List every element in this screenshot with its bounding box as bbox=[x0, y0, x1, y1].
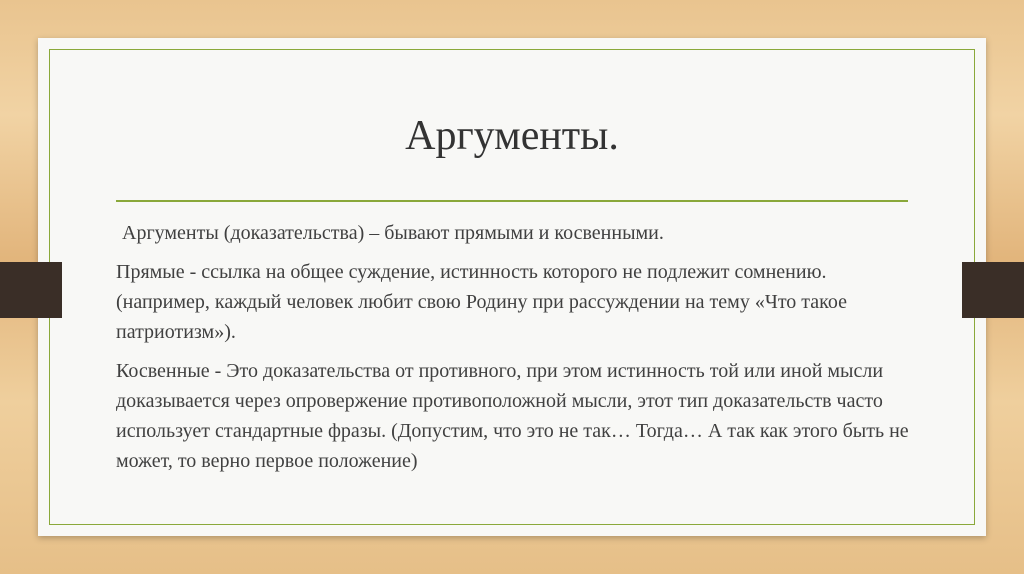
paragraph-intro: Аргументы (доказательства) – бывают прямыми и косвенными. bbox=[122, 222, 664, 244]
paragraph-indirect: Косвенные - Это доказательства от противного, при этом истинность той или иной мысли доказывается через опровержение противоположной мысли, этот тип доказательств часто использует стандартные фразы. (Допустим, что это не так… Тогда… А так как этого быть не может, то верно первое положение) bbox=[116, 360, 909, 472]
slide-body bbox=[116, 218, 916, 485]
right-tab-decoration bbox=[962, 262, 1024, 318]
paragraph-direct: Прямые - ссылка на общее суждение, истинность которого не подлежит сомнению. (например, каждый человек любит свою Родину при рассуждении на тему «Что такое патриотизм»). bbox=[116, 261, 847, 343]
title-divider bbox=[116, 200, 908, 202]
left-tab-decoration bbox=[0, 262, 62, 318]
slide-title: Аргументы. bbox=[405, 113, 619, 159]
